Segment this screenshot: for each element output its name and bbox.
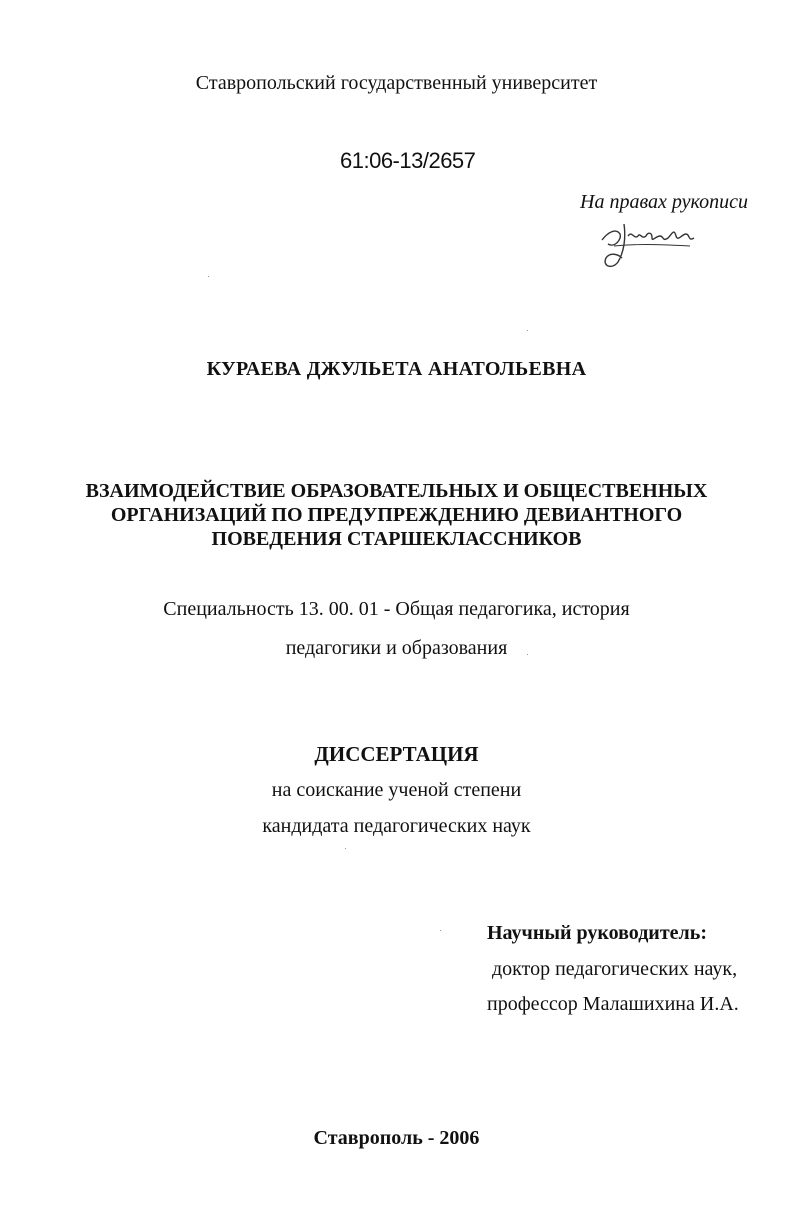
supervisor-name: профессор Малашихина И.А. <box>487 993 739 1015</box>
specialty-line: Специальность 13. 00. 01 - Общая педагогика, история <box>163 598 630 620</box>
degree-line: кандидата педагогических наук <box>262 815 531 837</box>
signature-icon <box>594 214 704 270</box>
scan-speck <box>208 276 209 277</box>
document-type: ДИССЕРТАЦИЯ <box>314 742 479 766</box>
thesis-title-line: ПОВЕДЕНИЯ СТАРШЕКЛАССНИКОВ <box>211 528 582 550</box>
scan-speck <box>345 848 346 849</box>
rights-note: На правах рукописи <box>580 191 748 213</box>
city-year: Ставрополь - 2006 <box>313 1127 480 1149</box>
scan-speck <box>527 654 528 655</box>
degree-line: на соискание ученой степени <box>271 779 522 801</box>
university-name: Ставропольский государственный университет <box>195 72 598 94</box>
author-name: КУРАЕВА ДЖУЛЬЕТА АНАТОЛЬЕВНА <box>206 358 587 380</box>
scan-speck <box>440 930 441 931</box>
specialty-line: педагогики и образования <box>285 637 508 659</box>
supervisor-heading: Научный руководитель: <box>487 922 707 944</box>
thesis-title-line: ВЗАИМОДЕЙСТВИЕ ОБРАЗОВАТЕЛЬНЫХ И ОБЩЕСТВЕННЫХ <box>85 480 708 502</box>
thesis-title <box>0 479 793 551</box>
scan-speck <box>527 330 528 331</box>
thesis-title-line: ОРГАНИЗАЦИЙ ПО ПРЕДУПРЕЖДЕНИЮ ДЕВИАНТНОГО <box>110 504 683 526</box>
supervisor-degree: доктор педагогических наук, <box>492 958 738 980</box>
catalog-number: 61:06-13/2657 <box>340 148 476 173</box>
